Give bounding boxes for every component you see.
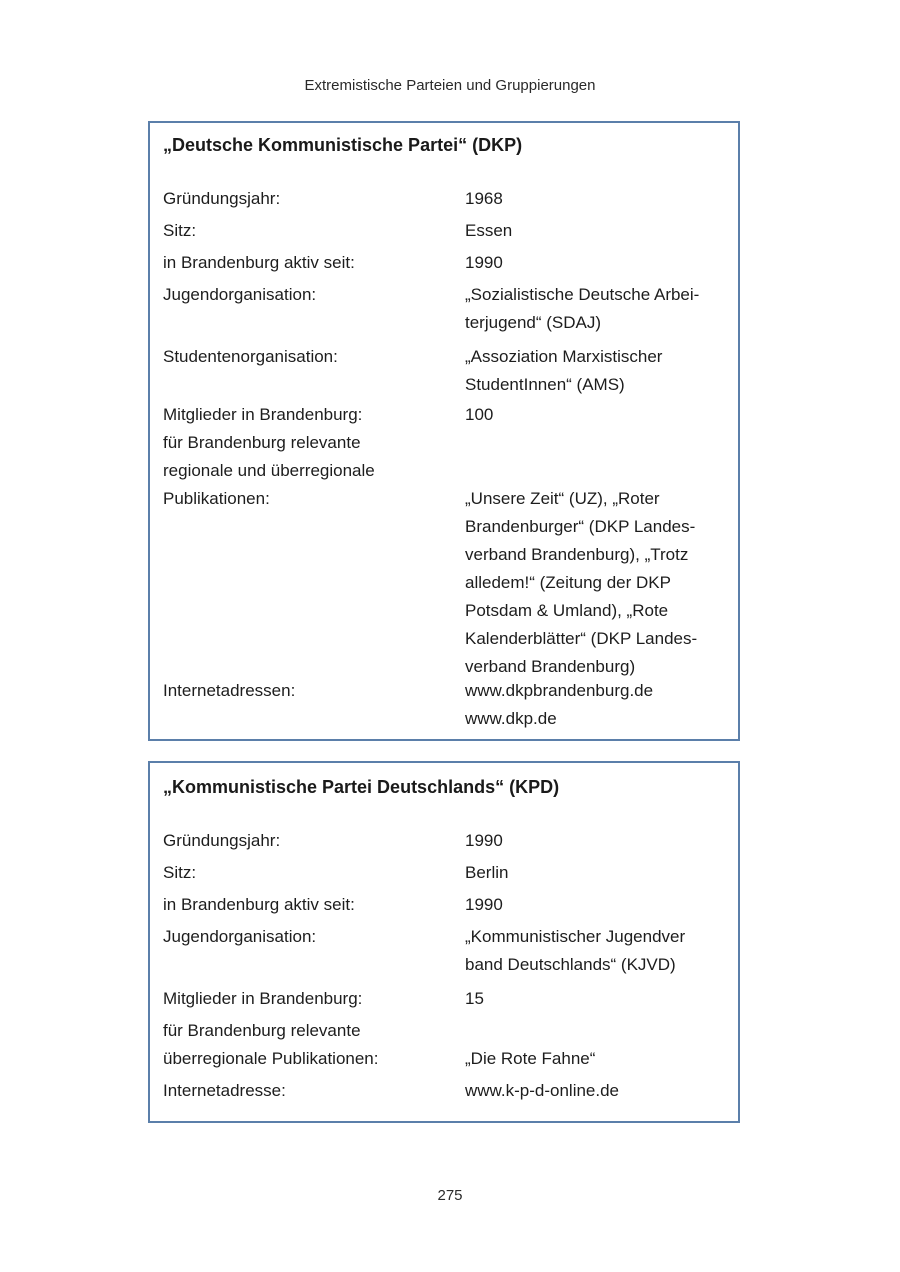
founded-value: 1990 (465, 831, 503, 850)
kpd-info-box (148, 761, 740, 1123)
youth-value-line: „Sozialistische Deutsche Arbei- (465, 285, 700, 304)
student-value-line: StudentInnen“ (AMS) (465, 375, 625, 394)
founded-value: 1968 (465, 189, 503, 208)
seat-value: Essen (465, 221, 513, 240)
youth-label: Jugendorganisation: (163, 285, 317, 304)
active-value: 1990 (465, 895, 503, 914)
members-label: Mitglieder in Brandenburg: (163, 989, 363, 1008)
youth-value-line: terjugend“ (SDAJ) (465, 313, 602, 332)
web-value (465, 677, 730, 733)
youth-value (465, 923, 730, 979)
publications-label-line: überregionale Publikationen: (163, 1049, 379, 1068)
student-value-line: „Assoziation Marxistischer (465, 347, 663, 366)
publications-label-line: regionale und überregionale (163, 461, 375, 480)
publications-value-line: Brandenburger“ (DKP Landes- (465, 517, 696, 536)
publications-value-line: Potsdam & Umland), „Rote (465, 601, 669, 620)
members-value: 100 (465, 405, 494, 424)
publications-label (163, 429, 453, 513)
seat-label: Sitz: (163, 221, 197, 240)
youth-value (465, 281, 730, 337)
publications-value-line: alledem!“ (Zeitung der DKP (465, 573, 671, 592)
seat-value: Berlin (465, 863, 509, 882)
running-header: Extremistische Parteien und Gruppierungen (304, 77, 596, 94)
founded-label: Gründungsjahr: (163, 831, 281, 850)
active-value: 1990 (465, 253, 503, 272)
kpd-title: „Kommunistische Partei Deutschlands“ (KPD) (163, 777, 560, 797)
founded-label: Gründungsjahr: (163, 189, 281, 208)
publications-label-line: für Brandenburg relevante (163, 433, 361, 452)
web-address: www.dkp.de (465, 709, 557, 728)
members-label: Mitglieder in Brandenburg: (163, 405, 363, 424)
web-address: www.dkpbrandenburg.de (465, 681, 654, 700)
seat-label: Sitz: (163, 863, 197, 882)
web-label: Internetadressen: (163, 681, 296, 700)
web-address: www.k-p-d-online.de (465, 1081, 620, 1100)
web-label: Internetadresse: (163, 1081, 286, 1100)
active-label: in Brandenburg aktiv seit: (163, 895, 355, 914)
publications-value: „Die Rote Fahne“ (465, 1049, 596, 1068)
student-value (465, 343, 730, 399)
publications-value-line: verband Brandenburg) (465, 657, 636, 676)
page-number: 275 (437, 1187, 463, 1204)
dkp-title: „Deutsche Kommunistische Partei“ (DKP) (163, 135, 523, 155)
members-value: 15 (465, 989, 484, 1008)
publications-label-line: für Brandenburg relevante (163, 1021, 361, 1040)
publications-value (465, 485, 730, 681)
publications-value-line: verband Brandenburg), „Trotz (465, 545, 689, 564)
youth-value-line: „Kommunistischer Jugendver (465, 927, 686, 946)
publications-value-line: „Unsere Zeit“ (UZ), „Roter (465, 489, 660, 508)
publications-label-line: Publikationen: (163, 489, 270, 508)
publications-value-line: Kalenderblätter“ (DKP Landes- (465, 629, 698, 648)
student-label: Studentenorganisation: (163, 347, 338, 366)
youth-value-line: band Deutschlands“ (KJVD) (465, 955, 676, 974)
publications-label (163, 1017, 453, 1073)
dkp-info-box (148, 121, 740, 741)
active-label: in Brandenburg aktiv seit: (163, 253, 355, 272)
youth-label: Jugendorganisation: (163, 927, 317, 946)
